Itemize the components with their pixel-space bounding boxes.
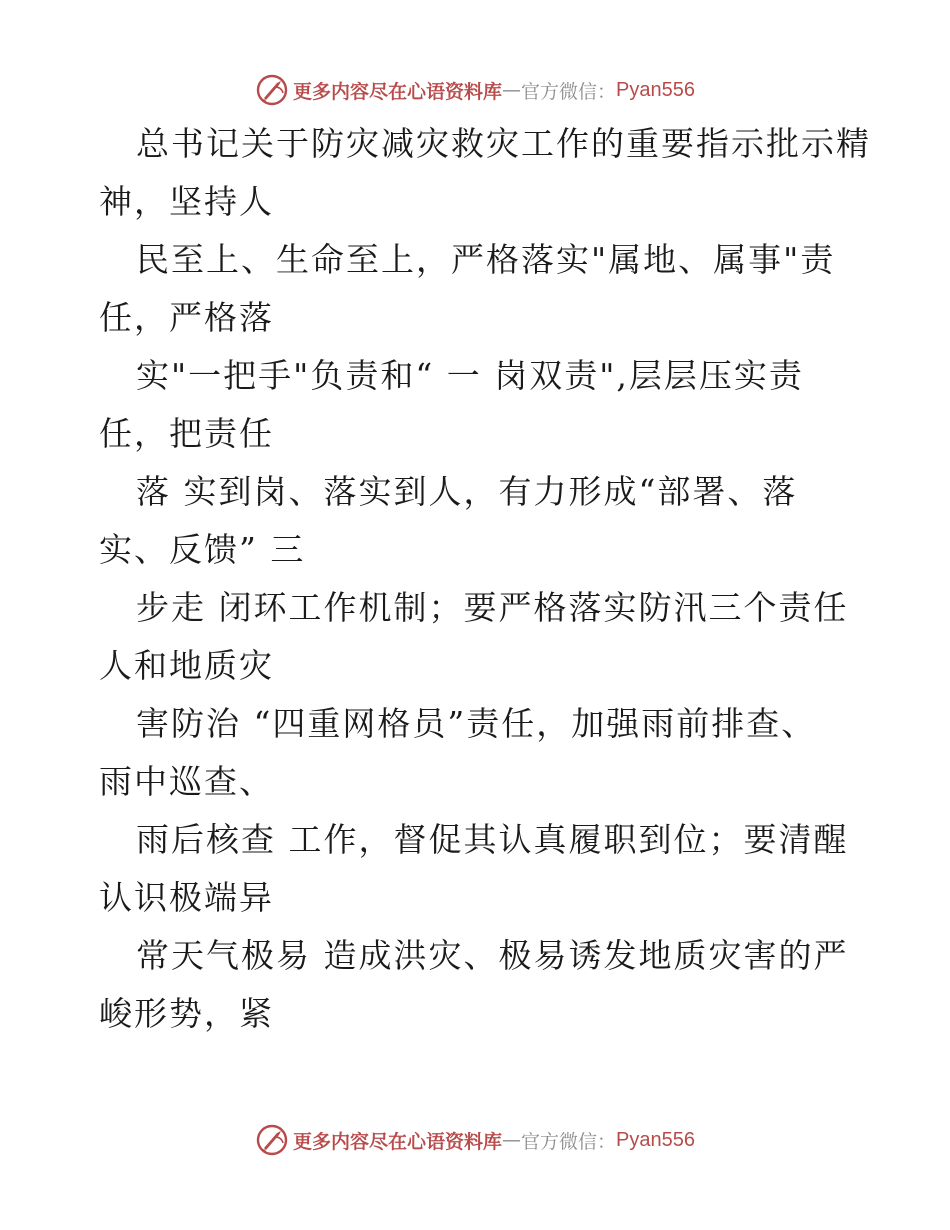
banner-main-text: 更多内容尽在心语资料库 [293, 1130, 503, 1153]
document-line: 任，把责任 [99, 414, 274, 453]
header-banner [0, 70, 950, 110]
document-line: 害防治 “四重网格员”责任，加强雨前排查、 [136, 704, 817, 743]
quill-pen-logo-icon [255, 73, 289, 107]
footer-banner [0, 1120, 950, 1160]
document-line: 实"一把手"负责和“ 一 岗双责",层层压实责 [136, 356, 804, 395]
document-line: 常天气极易 造成洪灾、极易诱发地质灾害的严 [136, 936, 849, 975]
banner-dash: — [502, 79, 522, 101]
banner-main-text: 更多内容尽在心语资料库 [293, 80, 503, 103]
document-line: 雨中巡查、 [99, 762, 274, 801]
document-line: 民至上、生命至上，严格落实"属地、属事"责 [136, 240, 836, 279]
document-line: 实、反馈” 三 [99, 530, 306, 569]
document-line: 落 实到岗、落实到人，有力形成“部署、落 [136, 472, 798, 511]
banner-wechat-label: 官方微信： [521, 1130, 617, 1153]
document-line: 人和地质灾 [99, 646, 274, 685]
document-line: 峻形势，紧 [99, 994, 274, 1033]
quill-pen-logo-icon [255, 1123, 289, 1157]
banner-wechat-id: Pyan556 [616, 1128, 695, 1151]
document-line: 步走 闭环工作机制；要严格落实防汛三个责任 [136, 588, 849, 627]
banner-wechat-label: 官方微信： [521, 80, 617, 103]
document-line: 神，坚持人 [99, 182, 274, 221]
banner-wechat-id: Pyan556 [616, 78, 695, 101]
banner-dash: — [502, 1129, 522, 1151]
document-line: 认识极端异 [99, 878, 274, 917]
document-line: 总书记关于防灾减灾救灾工作的重要指示批示精 [136, 124, 871, 163]
document-body [99, 115, 871, 1043]
document-line: 雨后核查 工作，督促其认真履职到位；要清醒 [136, 820, 849, 859]
document-line: 任，严格落 [99, 298, 274, 337]
